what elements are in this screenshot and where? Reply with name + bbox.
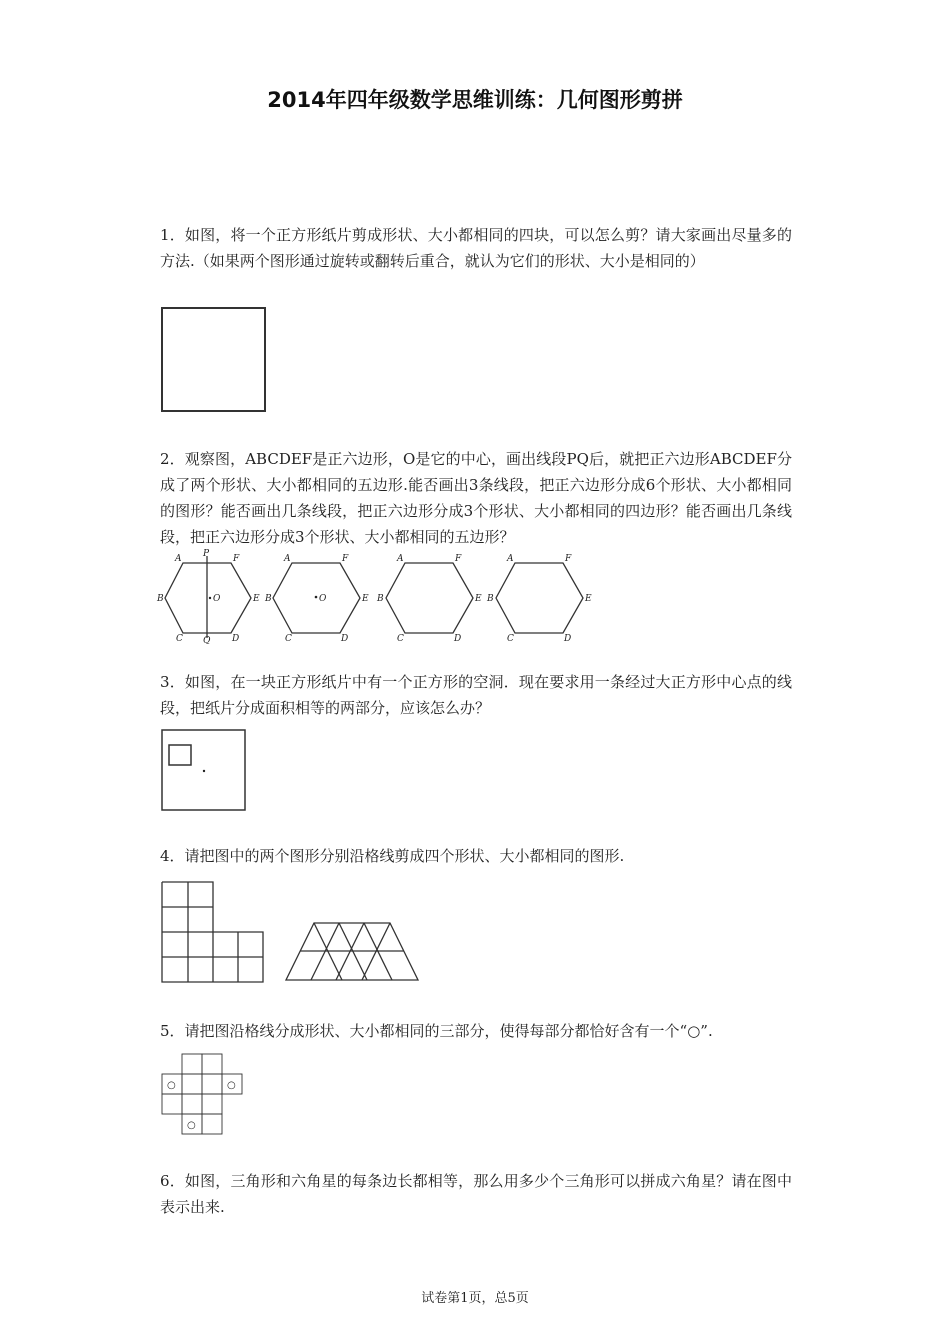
label-p: P	[203, 549, 210, 559]
label-c: C	[397, 634, 404, 644]
label-q: Q	[203, 636, 211, 644]
label-f: F	[565, 554, 572, 564]
triangle-trapezoid	[286, 923, 418, 980]
label-f: F	[233, 554, 240, 564]
figure-marked-grid	[160, 1052, 250, 1138]
label-f: F	[342, 554, 349, 564]
figure-square	[160, 306, 268, 414]
label-a: A	[507, 554, 514, 564]
circle-marker: ○	[167, 1080, 176, 1091]
label-c: C	[285, 634, 292, 644]
question-6: 6．如图，三角形和六角星的每条边长都相等，那么用多少个三角形可以拼成六角星？请在图中表示出来.	[160, 1172, 792, 1216]
circle-marker: ○	[227, 1080, 236, 1091]
label-o: O	[319, 594, 327, 604]
question-3: 3．如图，在一块正方形纸片中有一个正方形的空洞．现在要求用一条经过大正方形中心点的线段，把纸片分成面积相等的两部分，应该怎么办？	[160, 673, 792, 717]
l-grid	[162, 882, 263, 982]
label-c: C	[507, 634, 514, 644]
label-a: A	[284, 554, 291, 564]
circle-marker: ○	[187, 1120, 196, 1131]
figure-grid-shapes	[160, 880, 430, 986]
question-2: 2．观察图，ABCDEF是正六边形，O是它的中心，画出线段PQ后，就把正六边形ABCDEF分成了两个形状、大小都相同的五边形.能否画出3条线段，把正六边形分成6个形状、大小都相同的图形？能否画出几条线段，把正六边形分成3个形状、大小都相同的四边形？能否画出几条线段，把正六边形分成3个形状、大小都相同的五边形？	[160, 450, 792, 546]
hexagon-1	[156, 549, 260, 644]
hexagon-3	[376, 554, 482, 644]
label-e: E	[585, 594, 592, 604]
question-5: 5．请把图沿格线分成形状、大小都相同的三部分，使得每部分都恰好含有一个“○”.	[160, 1022, 713, 1040]
page-footer: 试卷第1页，总5页	[421, 1291, 529, 1306]
label-c: C	[176, 634, 183, 644]
label-b: B	[157, 594, 164, 604]
figure-square-with-hole	[160, 728, 250, 814]
label-d: D	[232, 634, 240, 644]
label-e: E	[362, 594, 369, 604]
question-1: 1．如图，将一个正方形纸片剪成形状、大小都相同的四块，可以怎么剪？请大家画出尽量多的方法.（如果两个图形通过旋转或翻转后重合，就认为它们的形状、大小是相同的）	[160, 226, 792, 270]
label-d: D	[454, 634, 462, 644]
label-e: E	[253, 594, 260, 604]
label-o: O	[213, 594, 221, 604]
question-4: 4．请把图中的两个图形分别沿格线剪成四个形状、大小都相同的图形.	[160, 847, 625, 865]
label-a: A	[175, 554, 182, 564]
label-b: B	[265, 594, 272, 604]
label-d: D	[564, 634, 572, 644]
hexagon-2	[264, 554, 369, 644]
label-b: B	[377, 594, 384, 604]
label-a: A	[397, 554, 404, 564]
label-e: E	[475, 594, 482, 604]
page-title: 2014年四年级数学思维训练：几何图形剪拼	[267, 88, 683, 112]
label-b: B	[487, 594, 494, 604]
label-f: F	[455, 554, 462, 564]
figure-hexagons	[155, 548, 595, 644]
label-d: D	[341, 634, 349, 644]
hexagon-4	[486, 554, 592, 644]
